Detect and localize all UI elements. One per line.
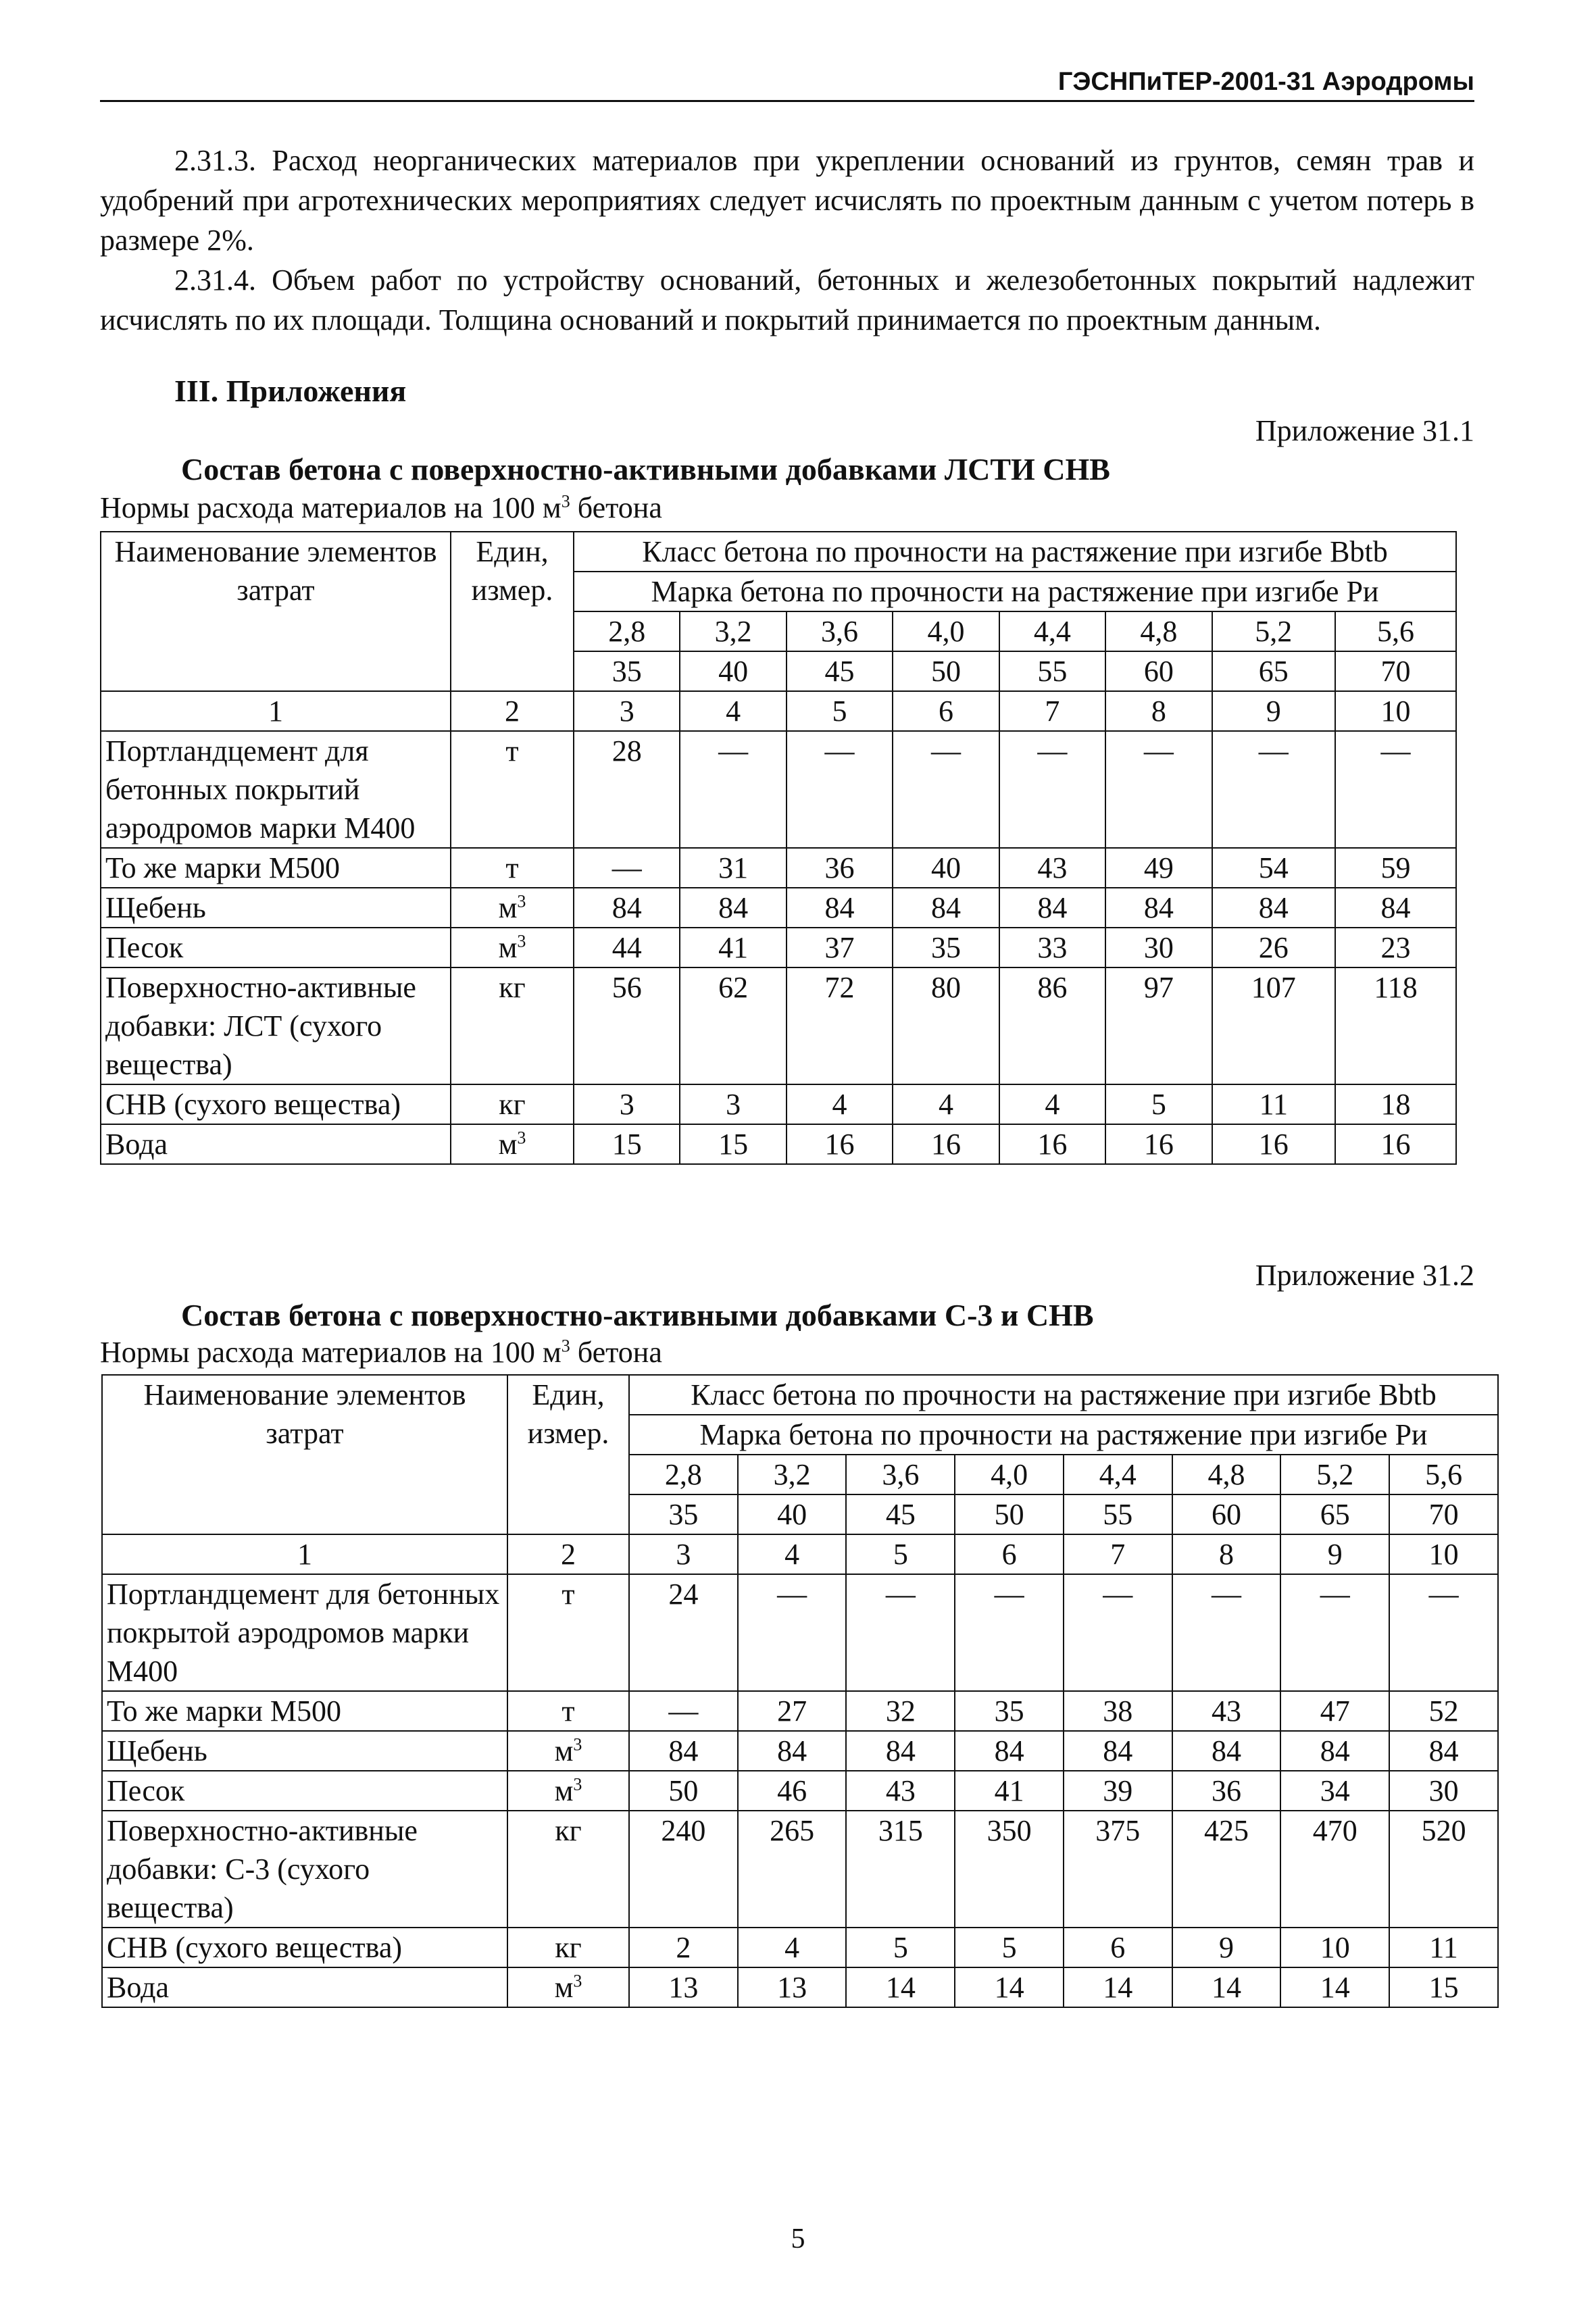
- row-value: 3: [574, 1084, 680, 1124]
- mark-value: 40: [680, 651, 786, 691]
- row-value: 56: [574, 967, 680, 1084]
- table-row: [102, 1928, 1498, 1967]
- row-unit-text: м: [554, 1774, 574, 1807]
- row-name: Портландцемент для бетонных покрытой аэродромов марки М400: [102, 1574, 507, 1691]
- row-value: —: [1172, 1574, 1281, 1691]
- row-value: 33: [999, 928, 1105, 967]
- row-value: 84: [846, 1731, 955, 1771]
- row-value: 86: [999, 967, 1105, 1084]
- row-value: 34: [1280, 1771, 1389, 1811]
- row-value: 2: [629, 1928, 738, 1967]
- row-value: 14: [1280, 1967, 1389, 2007]
- column-number: 1: [101, 691, 451, 731]
- row-unit: [451, 1124, 574, 1164]
- class-value: 5,2: [1280, 1455, 1389, 1494]
- row-value: 470: [1280, 1811, 1389, 1928]
- row-value: 52: [1389, 1691, 1498, 1731]
- row-unit: [507, 1928, 629, 1967]
- row-unit-exponent: 3: [573, 1971, 582, 1991]
- row-value: 84: [1280, 1731, 1389, 1771]
- row-value: —: [680, 731, 786, 848]
- row-value: 27: [738, 1691, 847, 1731]
- row-unit-text: т: [505, 734, 519, 768]
- row-value: —: [846, 1574, 955, 1691]
- row-value: 16: [787, 1124, 893, 1164]
- row-unit: [451, 888, 574, 928]
- column-number: 7: [1064, 1534, 1172, 1574]
- row-value: —: [629, 1691, 738, 1731]
- row-name: Щебень: [101, 888, 451, 928]
- mark-value: 35: [629, 1494, 738, 1534]
- column-number: 6: [955, 1534, 1064, 1574]
- row-value: 9: [1172, 1928, 1281, 1967]
- row-value: —: [893, 731, 999, 848]
- mark-value: 45: [787, 651, 893, 691]
- row-value: 15: [680, 1124, 786, 1164]
- table-row: [101, 888, 1456, 928]
- row-value: 11: [1212, 1084, 1336, 1124]
- column-numbers-row: [102, 1534, 1498, 1574]
- row-unit-text: кг: [555, 1814, 582, 1847]
- row-unit-text: м: [498, 1128, 518, 1161]
- row-unit-text: м: [498, 931, 518, 964]
- row-name: СНВ (сухого вещества): [102, 1928, 507, 1967]
- mark-value: 65: [1280, 1494, 1389, 1534]
- row-value: 5: [846, 1928, 955, 1967]
- row-name: Щебень: [102, 1731, 507, 1771]
- row-value: 84: [999, 888, 1105, 928]
- table-row: [101, 848, 1456, 888]
- table-row: [101, 928, 1456, 967]
- row-unit: [451, 967, 574, 1084]
- row-unit-text: м: [554, 1734, 574, 1767]
- row-value: 38: [1064, 1691, 1172, 1731]
- mark-value: 50: [955, 1494, 1064, 1534]
- appendix-label-31-2: Приложение 31.2: [1255, 1259, 1474, 1292]
- row-value: —: [1212, 731, 1336, 848]
- column-numbers-row: [101, 691, 1456, 731]
- row-unit-exponent: 3: [517, 931, 526, 951]
- mark-value: 40: [738, 1494, 847, 1534]
- row-value: 4: [999, 1084, 1105, 1124]
- row-name: Вода: [102, 1967, 507, 2007]
- mark-value: 50: [893, 651, 999, 691]
- row-value: 13: [629, 1967, 738, 2007]
- row-value: 84: [1064, 1731, 1172, 1771]
- row-unit-text: кг: [499, 971, 526, 1004]
- row-unit-text: м: [554, 1971, 574, 2004]
- row-name: То же марки М500: [101, 848, 451, 888]
- row-value: 16: [1105, 1124, 1212, 1164]
- column-number: 9: [1212, 691, 1336, 731]
- row-value: 10: [1280, 1928, 1389, 1967]
- row-value: 84: [1212, 888, 1336, 928]
- column-number: 8: [1172, 1534, 1281, 1574]
- mark-value: 65: [1212, 651, 1336, 691]
- row-value: 32: [846, 1691, 955, 1731]
- row-value: 84: [629, 1731, 738, 1771]
- table1-norms-line: Нормы расхода материалов на 100 $м^3$ бетона: [100, 491, 662, 524]
- column-number: 4: [680, 691, 786, 731]
- row-value: 62: [680, 967, 786, 1084]
- class-value: 2,8: [629, 1455, 738, 1494]
- row-value: 84: [1389, 1731, 1498, 1771]
- row-value: 47: [1280, 1691, 1389, 1731]
- table1: [100, 531, 1457, 1165]
- class-value: 4,8: [1172, 1455, 1281, 1494]
- mark-value: 55: [1064, 1494, 1172, 1534]
- class-value: 4,4: [1064, 1455, 1172, 1494]
- row-unit: [507, 1811, 629, 1928]
- class-value: 3,6: [846, 1455, 955, 1494]
- row-unit-text: т: [505, 851, 519, 884]
- mark-value: 70: [1335, 651, 1456, 691]
- row-name: СНВ (сухого вещества): [101, 1084, 451, 1124]
- row-value: —: [999, 731, 1105, 848]
- row-value: 6: [1064, 1928, 1172, 1967]
- page-number: 5: [791, 2223, 805, 2255]
- row-value: 15: [1389, 1967, 1498, 2007]
- row-value: 84: [1335, 888, 1456, 928]
- row-value: 54: [1212, 848, 1336, 888]
- row-value: 35: [955, 1691, 1064, 1731]
- row-unit-text: т: [562, 1694, 575, 1728]
- mark-value: 60: [1172, 1494, 1281, 1534]
- paragraph-2-31-4: 2.31.4. Объем работ по устройству оснований, бетонных и железобетонных покрытий надлежит исчислять по их площади. Толщина оснований и покрытий принимается по проектным данным.: [100, 263, 1474, 336]
- row-value: 23: [1335, 928, 1456, 967]
- row-unit-exponent: 3: [517, 1128, 526, 1148]
- row-value: 4: [787, 1084, 893, 1124]
- class-value: 2,8: [574, 611, 680, 651]
- column-number: 1: [102, 1534, 507, 1574]
- row-value: —: [738, 1574, 847, 1691]
- row-unit-exponent: 3: [573, 1774, 582, 1794]
- row-value: 14: [846, 1967, 955, 2007]
- row-value: —: [1389, 1574, 1498, 1691]
- row-value: 39: [1064, 1771, 1172, 1811]
- row-value: 31: [680, 848, 786, 888]
- table-row: [101, 1124, 1456, 1164]
- mark-header: Марка бетона по прочности на растяжение при изгибе Ри: [574, 572, 1456, 611]
- row-value: —: [955, 1574, 1064, 1691]
- row-value: —: [574, 848, 680, 888]
- class-header: Класс бетона по прочности на растяжение при изгибе Bbtb: [629, 1375, 1498, 1415]
- row-name: Портландцемент для бетонных покрытий аэродромов марки М400: [101, 731, 451, 848]
- row-value: 84: [787, 888, 893, 928]
- row-value: 3: [680, 1084, 786, 1124]
- header-row: [102, 1375, 1498, 1415]
- class-value: 3,2: [738, 1455, 847, 1494]
- row-name: Вода: [101, 1124, 451, 1164]
- row-value: 13: [738, 1967, 847, 2007]
- row-unit: [451, 731, 574, 848]
- row-unit-text: т: [562, 1578, 575, 1611]
- class-value: 5,6: [1335, 611, 1456, 651]
- row-value: 30: [1389, 1771, 1498, 1811]
- mark-value: 60: [1105, 651, 1212, 691]
- row-name: Поверхностно-активные добавки: ЛСТ (сухого вещества): [101, 967, 451, 1084]
- row-unit: [507, 1967, 629, 2007]
- table-row: [102, 1967, 1498, 2007]
- row-value: 16: [999, 1124, 1105, 1164]
- row-value: 84: [1172, 1731, 1281, 1771]
- class-value: 4,0: [955, 1455, 1064, 1494]
- row-name: Песок: [102, 1771, 507, 1811]
- column-number: 5: [846, 1534, 955, 1574]
- mark-value: 35: [574, 651, 680, 691]
- column-number: 3: [574, 691, 680, 731]
- row-unit: [507, 1691, 629, 1731]
- table-row: [102, 1731, 1498, 1771]
- row-value: 315: [846, 1811, 955, 1928]
- row-value: —: [1335, 731, 1456, 848]
- row-value: 375: [1064, 1811, 1172, 1928]
- row-value: 36: [1172, 1771, 1281, 1811]
- column-number: 4: [738, 1534, 847, 1574]
- row-value: 43: [1172, 1691, 1281, 1731]
- row-name: То же марки М500: [102, 1691, 507, 1731]
- row-value: 43: [846, 1771, 955, 1811]
- class-value: 4,8: [1105, 611, 1212, 651]
- class-value: 3,2: [680, 611, 786, 651]
- row-value: 520: [1389, 1811, 1498, 1928]
- row-unit: [507, 1771, 629, 1811]
- row-name: Песок: [101, 928, 451, 967]
- table1-caption: Состав бетона с поверхностно-активными добавками ЛСТИ СНВ: [181, 452, 1110, 486]
- paragraph-2-31-3: 2.31.3. Расход неорганических материалов при укреплении оснований из грунтов, семян трав и удобрений при агротехнических мероприятиях следует исчислять по проектным данным с учетом потерь в размере 2%.: [100, 144, 1474, 257]
- row-unit-text: кг: [555, 1931, 582, 1964]
- table-row: [101, 967, 1456, 1084]
- row-value: 40: [893, 848, 999, 888]
- column-number: 2: [451, 691, 574, 731]
- row-unit: [451, 848, 574, 888]
- row-unit-exponent: 3: [517, 891, 526, 911]
- row-value: 41: [680, 928, 786, 967]
- row-value: —: [1105, 731, 1212, 848]
- row-value: 84: [680, 888, 786, 928]
- table-row: [102, 1771, 1498, 1811]
- row-value: 240: [629, 1811, 738, 1928]
- mark-value: 55: [999, 651, 1105, 691]
- row-unit-exponent: 3: [573, 1734, 582, 1755]
- row-value: 350: [955, 1811, 1064, 1928]
- class-value: 4,0: [893, 611, 999, 651]
- row-name: Поверхностно-активные добавки: С-3 (сухого вещества): [102, 1811, 507, 1928]
- row-value: 4: [893, 1084, 999, 1124]
- row-value: 24: [629, 1574, 738, 1691]
- row-value: 265: [738, 1811, 847, 1928]
- row-value: 16: [893, 1124, 999, 1164]
- row-value: 36: [787, 848, 893, 888]
- row-value: 59: [1335, 848, 1456, 888]
- row-value: 16: [1212, 1124, 1336, 1164]
- column-number: 2: [507, 1534, 629, 1574]
- table-row: [102, 1811, 1498, 1928]
- mark-value: 45: [846, 1494, 955, 1534]
- row-value: 425: [1172, 1811, 1281, 1928]
- header-row: [101, 532, 1456, 572]
- row-value: 18: [1335, 1084, 1456, 1124]
- class-value: 3,6: [787, 611, 893, 651]
- row-value: 16: [1335, 1124, 1456, 1164]
- row-unit: [451, 1084, 574, 1124]
- row-value: 84: [955, 1731, 1064, 1771]
- class-value: 4,4: [999, 611, 1105, 651]
- row-value: 72: [787, 967, 893, 1084]
- column-number: 5: [787, 691, 893, 731]
- mark-value: 70: [1389, 1494, 1498, 1534]
- row-value: —: [1280, 1574, 1389, 1691]
- column-number: 7: [999, 691, 1105, 731]
- row-value: 84: [738, 1731, 847, 1771]
- row-value: 43: [999, 848, 1105, 888]
- row-value: 84: [893, 888, 999, 928]
- column-header-name: Наименование элементов затрат: [101, 532, 451, 691]
- row-value: 118: [1335, 967, 1456, 1084]
- row-value: 84: [574, 888, 680, 928]
- row-value: 107: [1212, 967, 1336, 1084]
- row-value: 14: [1172, 1967, 1281, 2007]
- running-header: ГЭСНПиТЕР-2001-31 Аэродромы: [1057, 68, 1474, 96]
- section-title: III. Приложения: [174, 374, 407, 408]
- class-value: 5,2: [1212, 611, 1336, 651]
- row-value: —: [1064, 1574, 1172, 1691]
- row-unit-text: м: [498, 891, 518, 924]
- row-value: 26: [1212, 928, 1336, 967]
- table2: [101, 1374, 1499, 2008]
- row-value: 14: [1064, 1967, 1172, 2007]
- row-value: 80: [893, 967, 999, 1084]
- row-value: 35: [893, 928, 999, 967]
- table2-norms-line: Нормы расхода материалов на 100 $м^3$ бетона: [100, 1336, 662, 1369]
- row-unit-text: кг: [499, 1088, 526, 1121]
- row-value: 28: [574, 731, 680, 848]
- row-unit: [507, 1574, 629, 1691]
- row-value: 5: [1105, 1084, 1212, 1124]
- row-value: 37: [787, 928, 893, 967]
- column-number: 6: [893, 691, 999, 731]
- table-row: [101, 1084, 1456, 1124]
- class-value: 5,6: [1389, 1455, 1498, 1494]
- row-value: 50: [629, 1771, 738, 1811]
- column-number: 9: [1280, 1534, 1389, 1574]
- appendix-label-31-1: Приложение 31.1: [1255, 414, 1474, 447]
- mark-header: Марка бетона по прочности на растяжение при изгибе Ри: [629, 1415, 1498, 1455]
- row-value: 46: [738, 1771, 847, 1811]
- row-value: 49: [1105, 848, 1212, 888]
- column-header-unit: Един, измер.: [507, 1375, 629, 1534]
- row-value: 84: [1105, 888, 1212, 928]
- row-value: —: [787, 731, 893, 848]
- column-number: 3: [629, 1534, 738, 1574]
- table-row: [102, 1691, 1498, 1731]
- row-value: 4: [738, 1928, 847, 1967]
- column-number: 10: [1389, 1534, 1498, 1574]
- row-value: 11: [1389, 1928, 1498, 1967]
- table2-caption: Состав бетона с поверхностно-активными добавками С-3 и СНВ: [181, 1298, 1094, 1332]
- header-rule: [100, 100, 1474, 102]
- row-value: 30: [1105, 928, 1212, 967]
- column-header-unit: Един, измер.: [451, 532, 574, 691]
- table-row: [101, 731, 1456, 848]
- row-unit: [507, 1731, 629, 1771]
- row-value: 5: [955, 1928, 1064, 1967]
- row-value: 41: [955, 1771, 1064, 1811]
- class-header: Класс бетона по прочности на растяжение при изгибе Bbtb: [574, 532, 1456, 572]
- row-value: 15: [574, 1124, 680, 1164]
- row-value: 97: [1105, 967, 1212, 1084]
- row-unit: [451, 928, 574, 967]
- column-header-name: Наименование элементов затрат: [102, 1375, 507, 1534]
- column-number: 10: [1335, 691, 1456, 731]
- row-value: 44: [574, 928, 680, 967]
- column-number: 8: [1105, 691, 1212, 731]
- row-value: 14: [955, 1967, 1064, 2007]
- table-row: [102, 1574, 1498, 1691]
